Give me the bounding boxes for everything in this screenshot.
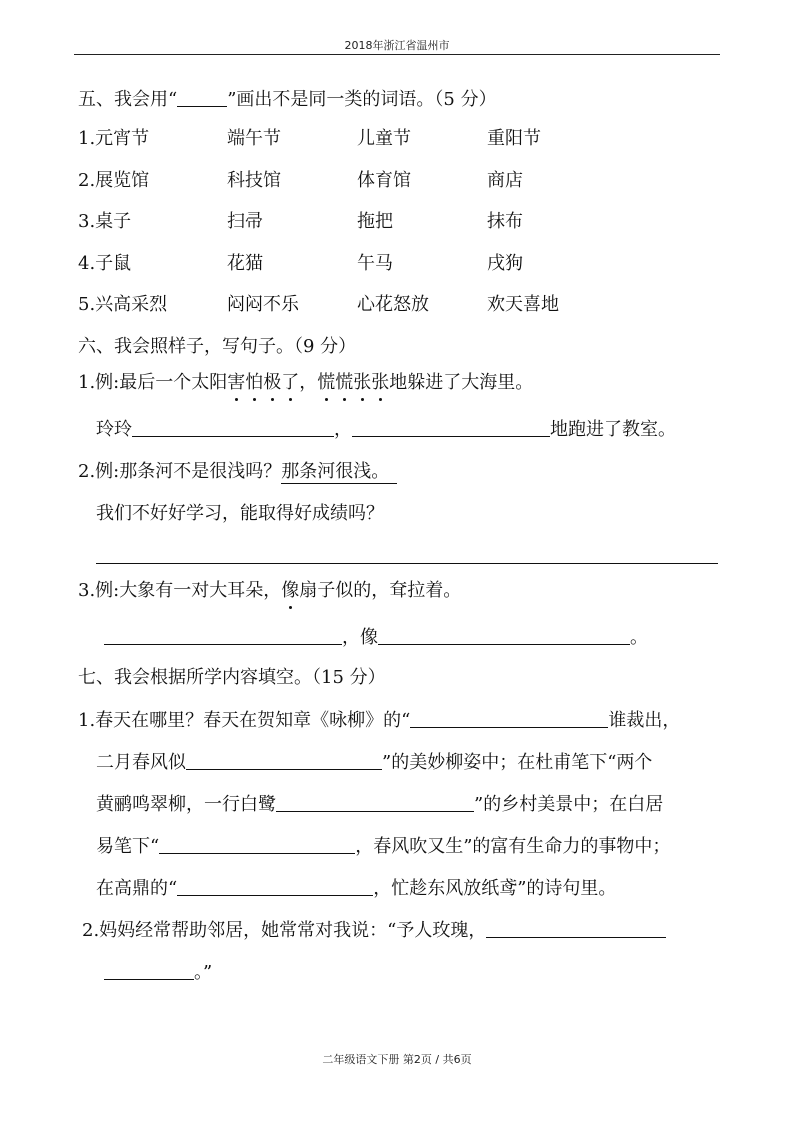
word-4-4[interactable]: 戌狗 — [487, 253, 523, 274]
s6-q1-fill-suffix: 地跑进了教室。 — [550, 419, 676, 440]
example-underline-blank — [177, 88, 227, 107]
s7-q1-blank-4[interactable] — [159, 835, 355, 854]
s6-q1-dot-char: 害 — [227, 372, 246, 393]
word-1-3[interactable]: 儿童节 — [357, 128, 411, 149]
s6-q3-blank-1[interactable] — [104, 626, 342, 645]
s7-q1-blank-1[interactable] — [410, 709, 608, 728]
s7-q1-text: 谁裁出， — [608, 710, 681, 731]
word-1-4[interactable]: 重阳节 — [487, 128, 541, 149]
section-7-title: 七、我会根据所学内容填空。（15 分） — [78, 667, 386, 688]
s7-q2-line-2 — [104, 961, 212, 985]
s6-example-3 — [78, 579, 461, 603]
s7-q1-text: ”的美妙柳姿中；在杜甫笔下“两个 — [382, 752, 653, 773]
s6-q1-dot-char: 了 — [281, 372, 300, 393]
s6-q1-fill-line — [96, 418, 676, 442]
s7-q1-text: ，春风吹又生”的富有生命力的事物中； — [355, 836, 671, 857]
s7-q2-line-1 — [82, 919, 666, 943]
s6-q1-dot-char: 慌 — [335, 372, 354, 393]
s6-q1-dot-char: 张 — [353, 372, 372, 393]
s7-q2-blank-2[interactable] — [104, 961, 194, 980]
s6-q3-fill-like: ，像 — [342, 627, 378, 648]
s6-q3-blank-2[interactable] — [378, 626, 630, 645]
s6-q1-blank-1[interactable] — [132, 418, 334, 437]
s6-example-1 — [78, 371, 533, 395]
section-5-title-b: ”画出不是同一类的词语。（5 分） — [227, 89, 497, 110]
word-1-1[interactable]: 1.元宵节 — [78, 128, 150, 149]
s6-q1-fill-comma: ， — [334, 419, 352, 440]
word-3-2[interactable]: 扫帚 — [227, 211, 263, 232]
s7-q1-blank-2[interactable] — [186, 751, 382, 770]
s7-q2-blank-1[interactable] — [486, 919, 666, 938]
word-4-3[interactable]: 午马 — [357, 253, 393, 274]
s6-q2-answer-line[interactable] — [96, 563, 718, 564]
page-footer: 二年级语文下册 第2页 / 共6页 — [322, 1053, 472, 1066]
s6-q1-comma: ， — [299, 372, 318, 393]
s7-q1-line-4 — [96, 835, 670, 859]
s7-q1-text: 1.春天在哪里？春天在贺知章《咏柳》的“ — [78, 710, 411, 731]
word-5-4[interactable]: 欢天喜地 — [487, 294, 559, 315]
s7-q2-end: 。” — [194, 962, 213, 983]
s6-q1-blank-2[interactable] — [352, 418, 550, 437]
section-5-title-a: 五、我会用“ — [78, 89, 178, 110]
word-3-1[interactable]: 3.桌子 — [78, 211, 132, 232]
s6-q3-suffix: 扇子似的，耷拉着。 — [299, 580, 462, 601]
s6-q3-prefix: 3.例:大象有一对大耳朵， — [78, 580, 282, 601]
word-5-1[interactable]: 5.兴高采烈 — [78, 294, 168, 315]
s6-q1-dot-char: 张 — [371, 372, 390, 393]
s7-q1-text: 二月春风似 — [96, 752, 186, 773]
s7-q1-text: ”的乡村美景中；在白居 — [474, 794, 664, 815]
s7-q1-blank-5[interactable] — [177, 877, 373, 896]
s7-q1-text: 黄鹂鸣翠柳，一行白鹭 — [96, 794, 276, 815]
word-5-2[interactable]: 闷闷不乐 — [227, 294, 299, 315]
s6-q3-fill-line — [104, 626, 648, 650]
s7-q1-line-2 — [96, 751, 652, 775]
s7-q1-line-1 — [78, 709, 680, 733]
word-4-1[interactable]: 4.子鼠 — [78, 253, 132, 274]
s6-q1-suffix: 地躲进了大海里。 — [389, 372, 534, 393]
s6-q1-dot-char: 怕 — [245, 372, 264, 393]
header-rule — [74, 54, 720, 55]
s6-q3-dot-char: 像 — [281, 580, 300, 601]
s6-q2-prompt: 我们不好好学习，能取得好成绩吗？ — [96, 503, 384, 524]
word-5-3[interactable]: 心花怒放 — [357, 294, 429, 315]
section-6-title: 六、我会照样子，写句子。（9 分） — [78, 336, 357, 357]
s6-q1-prefix: 1.例:最后一个太阳 — [78, 372, 228, 393]
s6-q1-dot-char: 极 — [263, 372, 282, 393]
word-2-3[interactable]: 体育馆 — [357, 170, 411, 191]
word-1-2[interactable]: 端午节 — [227, 128, 281, 149]
s6-q1-dot-char: 慌 — [317, 372, 336, 393]
s6-example-2 — [78, 460, 397, 484]
word-4-2[interactable]: 花猫 — [227, 253, 263, 274]
s6-q1-fill-subject: 玲玲 — [96, 419, 132, 440]
s7-q1-line-3 — [96, 793, 663, 817]
word-2-4[interactable]: 商店 — [487, 170, 523, 191]
s7-q1-line-5 — [96, 877, 616, 901]
s6-q2-prefix: 2.例:那条河不是很浅吗？ — [78, 461, 282, 482]
word-2-1[interactable]: 2.展览馆 — [78, 170, 150, 191]
s6-q3-fill-end: 。 — [630, 627, 648, 648]
page-header-title: 2018年浙江省温州市 — [344, 39, 450, 52]
s7-q1-blank-3[interactable] — [276, 793, 474, 812]
word-3-3[interactable]: 拖把 — [357, 211, 393, 232]
s7-q2-text: 2.妈妈经常帮助邻居，她常常对我说：“予人玫瑰， — [82, 920, 487, 941]
word-2-2[interactable]: 科技馆 — [227, 170, 281, 191]
s7-q1-text: 在高鼎的“ — [96, 878, 178, 899]
s7-q1-text: 易笔下“ — [96, 836, 160, 857]
section-5-title — [78, 88, 497, 112]
word-3-4[interactable]: 抹布 — [487, 211, 523, 232]
s7-q1-text: ，忙趁东风放纸鸢”的诗句里。 — [373, 878, 617, 899]
s6-q2-underlined-answer: 那条河很浅。 — [281, 461, 397, 484]
